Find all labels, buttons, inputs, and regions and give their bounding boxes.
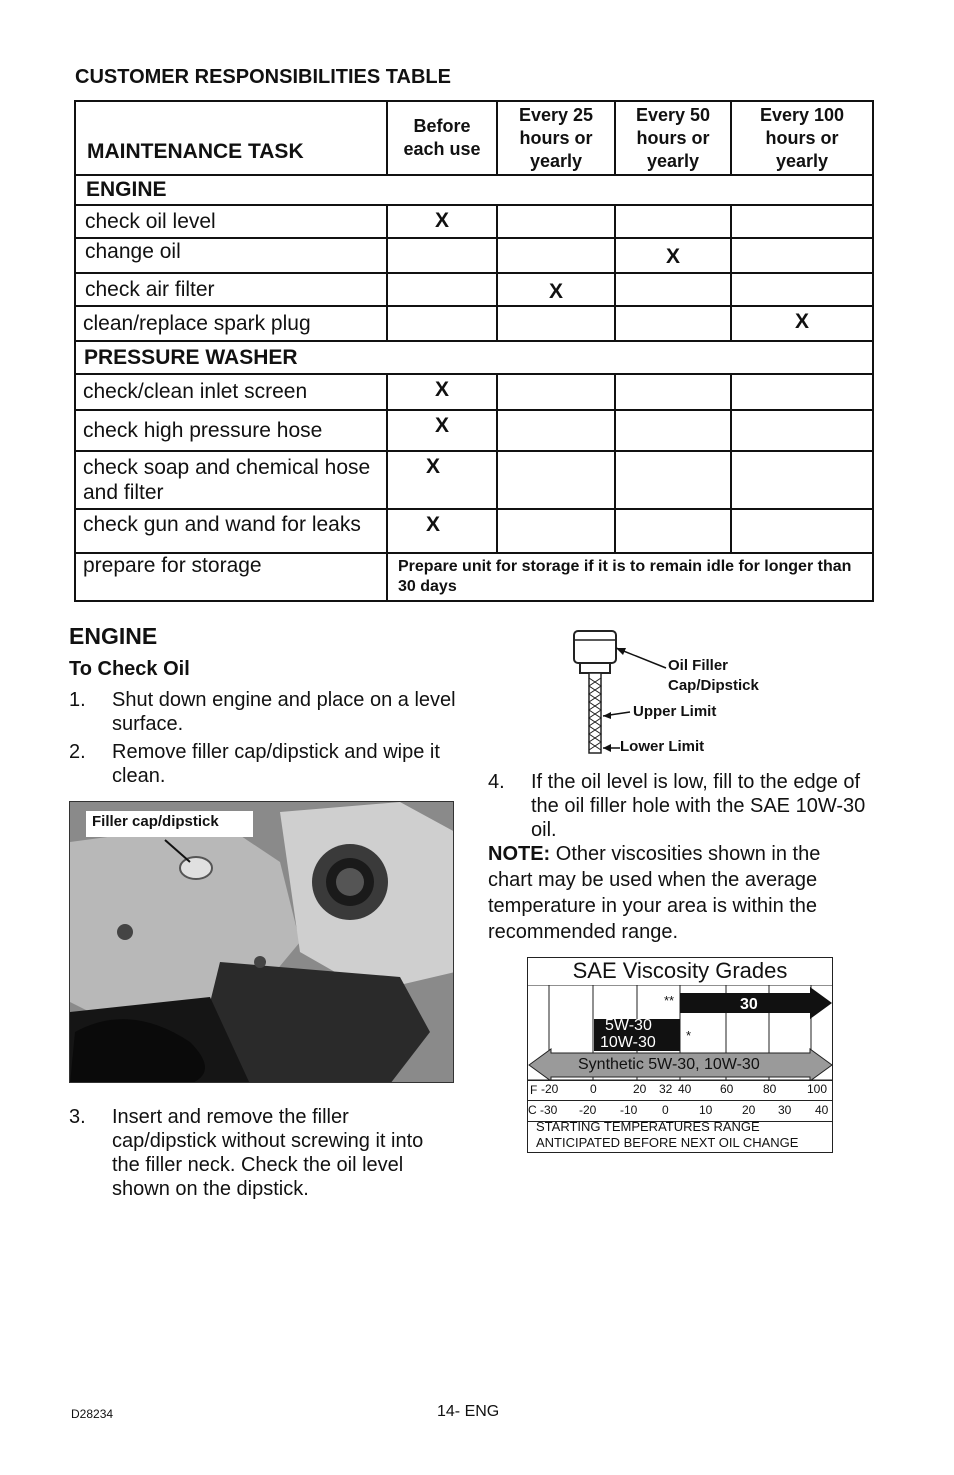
- c-unit-label: C: [528, 1103, 537, 1117]
- f-tick: 100: [807, 1082, 828, 1096]
- temperature-scale: [527, 1080, 833, 1120]
- mark-cell: X: [615, 238, 731, 273]
- dipstick-cap-label-line1: Oil Filler: [668, 657, 729, 674]
- f-tick: 60: [720, 1082, 734, 1096]
- step-text: Shut down engine and place on a level surface.: [112, 689, 456, 735]
- to-check-oil-heading: To Check Oil: [69, 658, 190, 680]
- header-before-each-use: Before each use: [387, 101, 497, 175]
- c-tick: -10: [620, 1103, 638, 1117]
- task-cell: check oil level: [75, 205, 387, 238]
- photo-label-filler-cap: Filler cap/dipstick: [86, 811, 253, 837]
- mark-cell: X: [731, 306, 873, 341]
- engine-heading: ENGINE: [69, 623, 158, 649]
- dipstick-cap-label: [668, 656, 759, 696]
- c-tick: -30: [540, 1103, 558, 1117]
- step-number: 1.: [69, 689, 86, 711]
- step-text: Insert and remove the filler cap/dipstick without screwing it into the filler neck. Check the oil level shown on the dipstick.: [112, 1106, 424, 1200]
- step-2: [69, 740, 469, 790]
- section-row: [75, 341, 873, 374]
- c-tick: 30: [778, 1103, 792, 1117]
- double-star-mark: **: [664, 993, 675, 1008]
- table-row: [75, 306, 873, 341]
- viscosity-footer: [536, 1119, 798, 1151]
- viscosity-footer-line2: ANTICIPATED BEFORE NEXT OIL CHANGE: [536, 1135, 799, 1150]
- storage-note: Prepare unit for storage if it is to remain idle for longer than 30 days: [387, 553, 873, 601]
- engine-photo: [69, 801, 454, 1083]
- step-number: 3.: [69, 1106, 86, 1128]
- mark-cell: X: [387, 205, 497, 238]
- table-row: [75, 374, 873, 410]
- table-title: CUSTOMER RESPONSIBILITIES TABLE: [75, 66, 451, 88]
- engine-photo-illustration: [70, 802, 454, 1083]
- step-number: 4.: [488, 771, 505, 793]
- table-row: [75, 509, 873, 553]
- f-tick: 80: [763, 1082, 777, 1096]
- task-cell: check high pressure hose: [75, 410, 387, 451]
- step-text: If the oil level is low, fill to the edge of the oil filler hole with the SAE 10W-30 oil.: [531, 771, 866, 841]
- f-tick: 40: [678, 1082, 692, 1096]
- page-number: 14- ENG: [437, 1403, 500, 1420]
- c-tick: 0: [662, 1103, 669, 1117]
- grade-10w30-label: 10W-30: [600, 1034, 656, 1051]
- f-tick: -20: [541, 1082, 559, 1096]
- task-cell: change oil: [75, 238, 387, 273]
- dipstick-lower-limit-label: Lower Limit: [620, 738, 705, 755]
- viscosity-chart-title: SAE Viscosity Grades: [572, 958, 788, 983]
- mark-cell: X: [387, 451, 497, 509]
- note-text: Other viscosities shown in the chart may be used when the average temperature in your area is within the recommended range.: [488, 843, 821, 943]
- viscosity-note: [488, 841, 868, 945]
- c-tick: 20: [742, 1103, 756, 1117]
- dipstick-cap-label-line2: Cap/Dipstick: [668, 677, 759, 694]
- grade-5w30-label: 5W-30: [605, 1017, 652, 1034]
- mark-cell: X: [387, 374, 497, 410]
- task-cell: check gun and wand for leaks: [75, 509, 387, 553]
- single-star-mark: *: [686, 1028, 692, 1043]
- c-tick: 40: [815, 1103, 829, 1117]
- synthetic-grade-label: Synthetic 5W-30, 10W-30: [578, 1056, 760, 1073]
- document-code: D28234: [71, 1407, 114, 1421]
- table-row: [75, 273, 873, 306]
- c-tick: 10: [699, 1103, 713, 1117]
- task-cell: clean/replace spark plug: [75, 306, 387, 341]
- c-tick: -20: [579, 1103, 597, 1117]
- table-row: [75, 553, 873, 601]
- table-row: [75, 205, 873, 238]
- task-cell: check air filter: [75, 273, 387, 306]
- table-header-row: [75, 101, 873, 175]
- section-row: [75, 175, 873, 205]
- f-tick: 20: [633, 1082, 647, 1096]
- f-tick: 0: [590, 1082, 597, 1096]
- step-4: [488, 770, 878, 845]
- header-every-50-hours: Every 50 hours or yearly: [615, 101, 731, 175]
- task-cell: check soap and chemical hose and filter: [75, 451, 387, 509]
- step-text: Remove filler cap/dipstick and wipe it clean.: [112, 741, 440, 787]
- mark-cell: X: [387, 509, 497, 553]
- table-row: [75, 410, 873, 451]
- dipstick-upper-limit-label: Upper Limit: [633, 703, 717, 720]
- mark-cell: X: [387, 410, 497, 451]
- f-tick: 32: [659, 1082, 673, 1096]
- section-engine: ENGINE: [75, 175, 873, 205]
- viscosity-footer-line1: STARTING TEMPERATURES RANGE: [536, 1119, 760, 1134]
- step-1: [69, 688, 469, 738]
- fahrenheit-row: [527, 1080, 833, 1101]
- table-row: [75, 451, 873, 509]
- grade-30-label: 30: [740, 996, 758, 1013]
- header-maintenance-task: MAINTENANCE TASK: [75, 101, 387, 175]
- header-every-100-hours: Every 100 hours or yearly: [731, 101, 873, 175]
- table-row: [75, 238, 873, 273]
- note-label: NOTE:: [488, 843, 551, 865]
- customer-responsibilities-table: [74, 100, 874, 602]
- task-cell: check/clean inlet screen: [75, 374, 387, 410]
- step-3: [69, 1105, 469, 1205]
- step-number: 2.: [69, 741, 86, 763]
- mark-cell: X: [497, 273, 615, 306]
- f-unit-label: F: [530, 1083, 538, 1097]
- header-every-25-hours: Every 25 hours or yearly: [497, 101, 615, 175]
- task-cell: prepare for storage: [75, 553, 387, 601]
- section-pressure-washer: PRESSURE WASHER: [75, 341, 873, 374]
